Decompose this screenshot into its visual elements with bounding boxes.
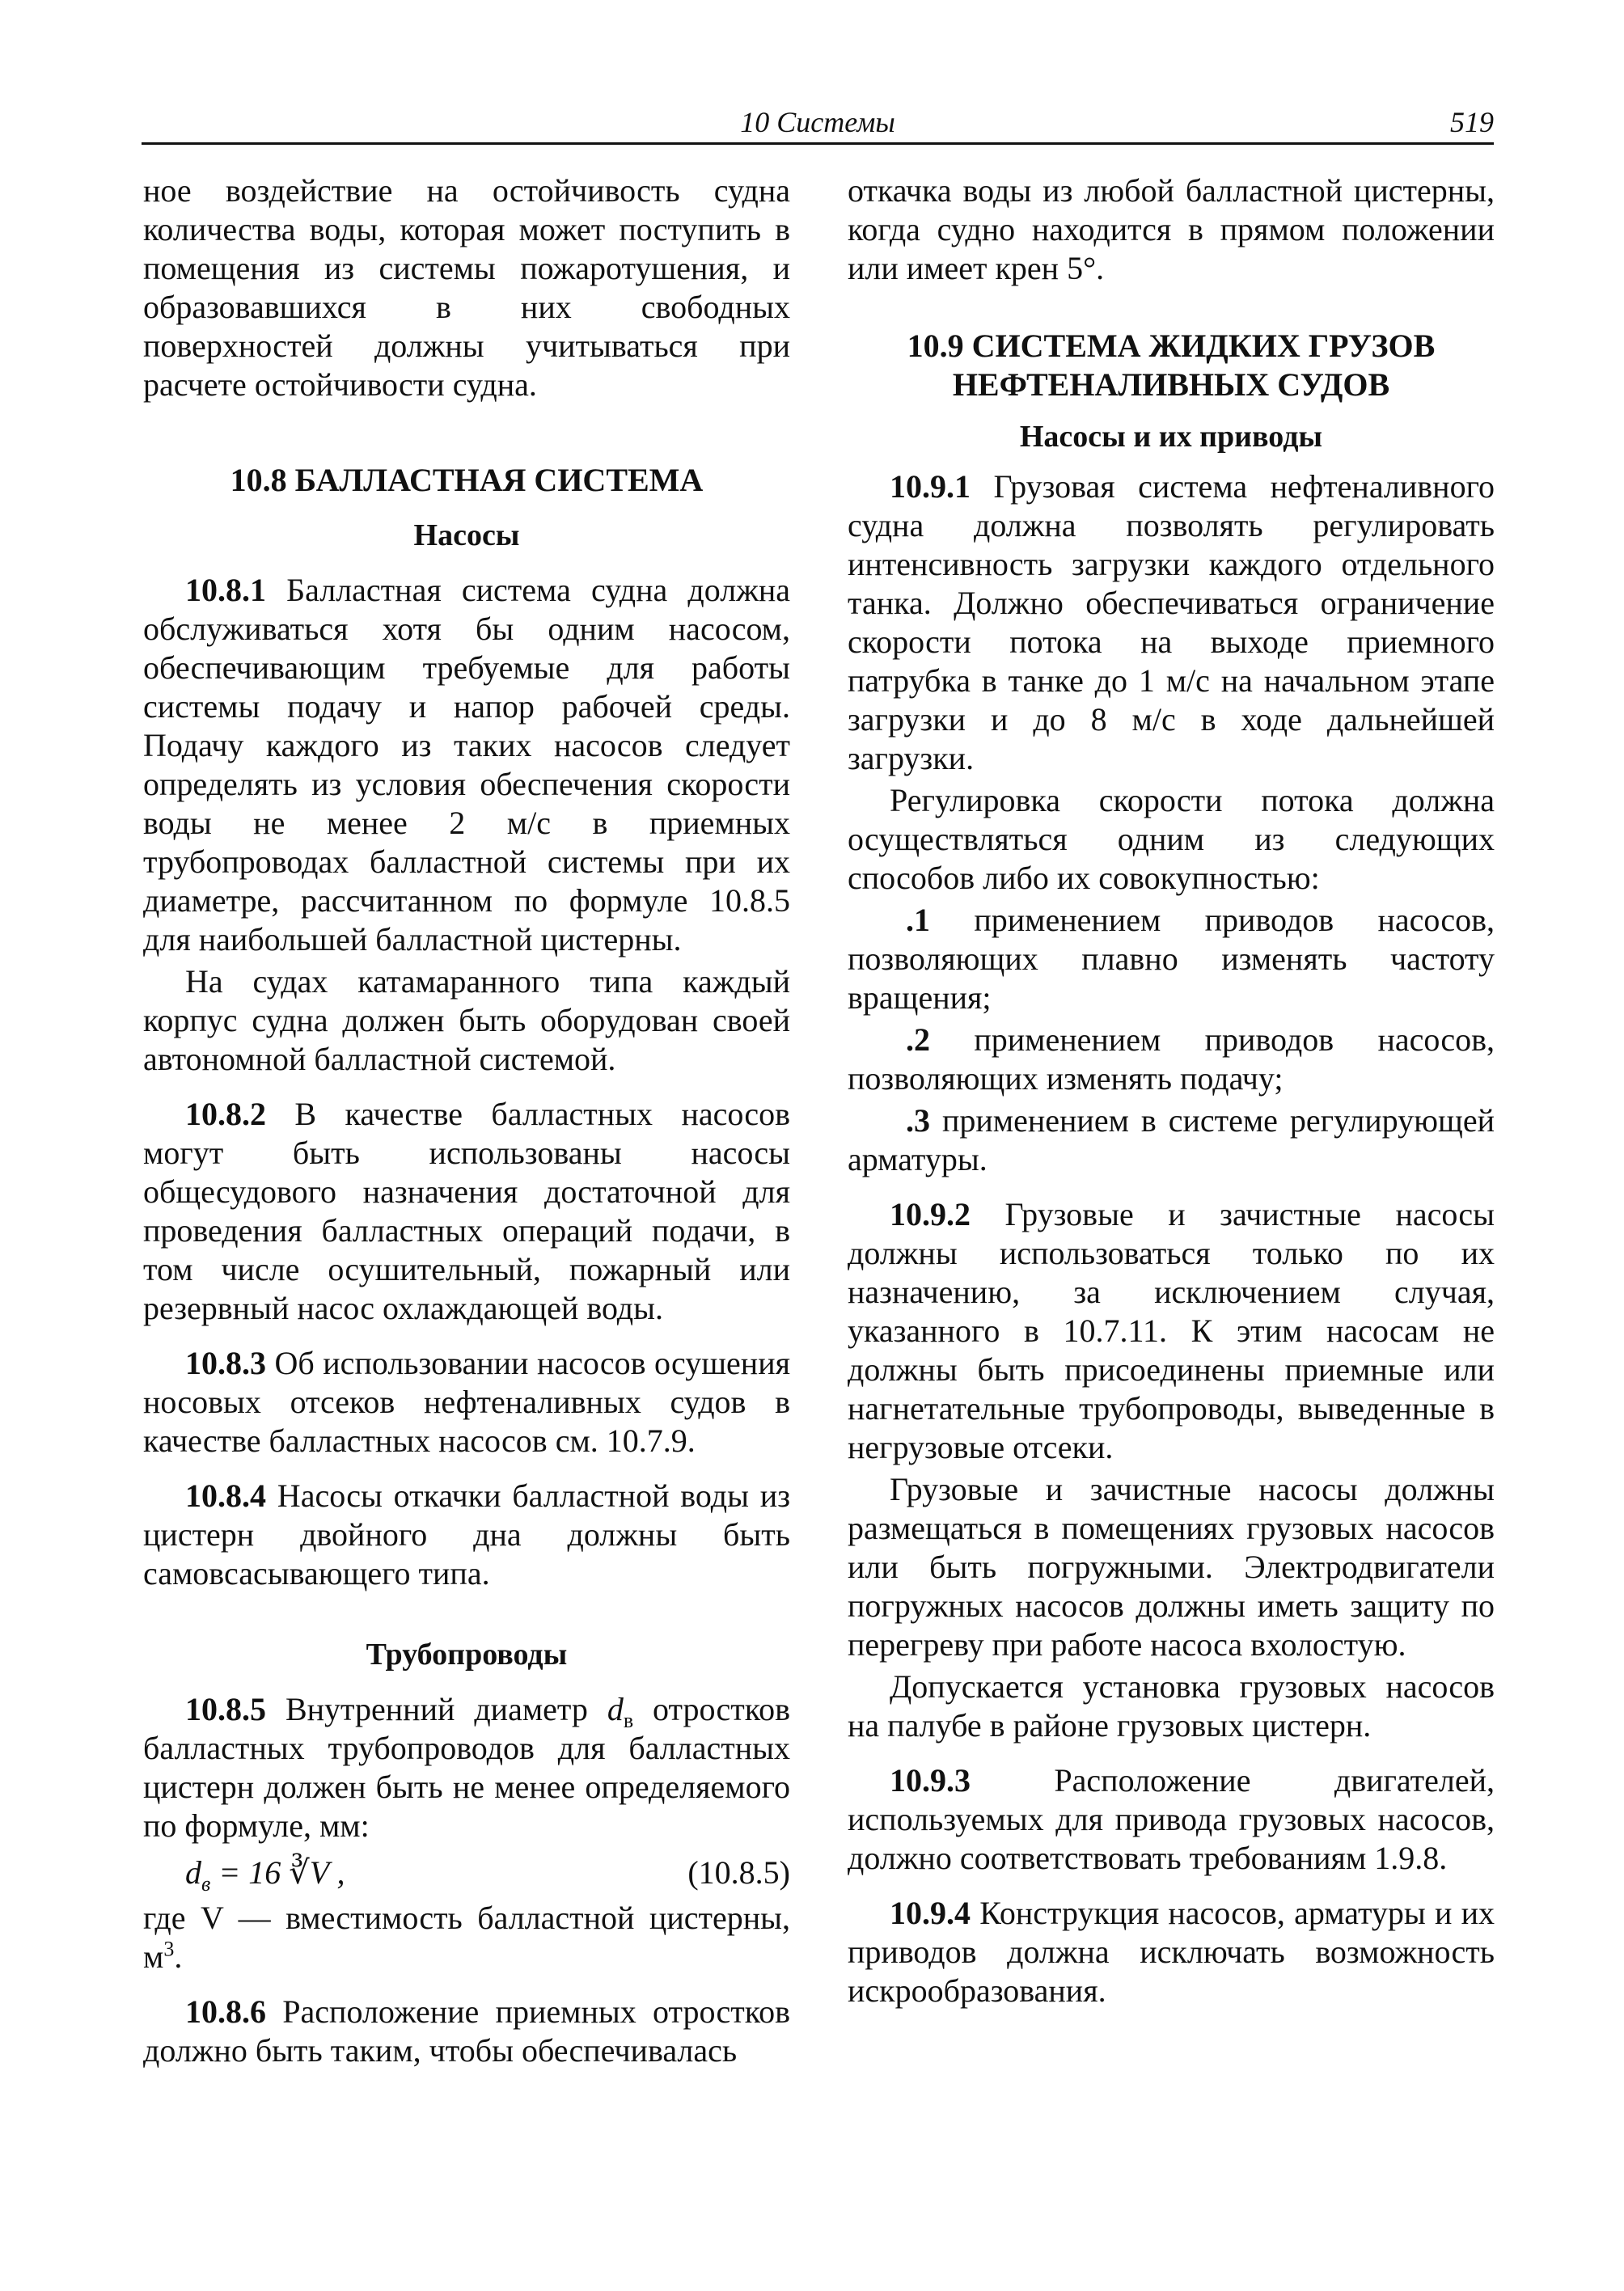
clause-10-9-2 [848, 1195, 1495, 1467]
running-header [142, 104, 1494, 145]
clause-text: отростков балластных трубопроводов для балластных цистерн должен быть не менее определяемого по формуле, мм: [143, 1691, 790, 1844]
clause-number: 10.8.3 [185, 1345, 266, 1381]
where-superscript: 3 [163, 1937, 175, 1961]
clause-number: 10.8.4 [185, 1477, 266, 1514]
section-heading-10-8: 10.8 БАЛЛАСТНАЯ СИСТЕМА [230, 462, 704, 498]
clause-number: 10.8.5 [185, 1691, 266, 1727]
method-list [848, 901, 1495, 1179]
clause-10-9-3 [848, 1761, 1495, 1878]
clause-text: Конструкция насосов, арматуры и их приводов должна исключать возможность искрообразования. [848, 1895, 1495, 2009]
clause-number: 10.9.3 [890, 1762, 971, 1799]
formula-subscript: в [201, 1872, 211, 1896]
formula-symbol-d: d [185, 1854, 201, 1891]
section-heading-10-9-line2: НЕФТЕНАЛИВНЫХ СУДОВ [952, 366, 1390, 403]
list-number: .3 [906, 1102, 930, 1139]
clause-10-9-1 [848, 467, 1495, 778]
symbol-d: d [607, 1691, 624, 1727]
where-end: . [174, 1938, 183, 1975]
header-page-number: 519 [1450, 106, 1494, 138]
subheading-pipes: Трубопроводы [366, 1638, 568, 1672]
clause-10-8-5 [143, 1690, 790, 1845]
clause-number: 10.8.2 [185, 1096, 266, 1132]
subheading-pumps: Насосы [413, 518, 520, 552]
clause-number: 10.9.1 [890, 468, 971, 505]
formula-number: (10.8.5) [687, 1854, 790, 1891]
formula-10-8-5 [143, 1850, 790, 1896]
clause-10-8-1 [143, 571, 790, 959]
clause-number: 10.9.4 [890, 1895, 971, 1931]
clause-text: Грузовая система нефтеналивного судна должна позволять регулировать интенсивность загрузки каждого отдельного танка. Должно обеспечиваться ограничение скорости потока на выходе приемного патрубка в танке до 1 м/с на начальном этапе загрузки и до 8 м/с в ходе дальнейшей загрузки. [848, 468, 1495, 776]
clause-number: 10.8.6 [185, 1993, 266, 2030]
formula-where [143, 1899, 790, 1976]
clause-10-9-4 [848, 1894, 1495, 2010]
symbol-subscript: в [623, 1709, 634, 1732]
clause-text: Балластная система судна должна обслуживаться хотя бы одним насосом, обеспечивающим требуемые для работы системы подачу и напор рабочей среды. Подачу каждого из таких насосов следует определять из условия обеспечения скорости воды не менее 2 м/с в приемных трубопроводах балластной системы при их диаметре, рассчитанном по формуле 10.8.5 для наибольшей балластной цистерны. [143, 572, 790, 957]
section-heading-10-9-line1: 10.9 СИСТЕМА ЖИДКИХ ГРУЗОВ [907, 328, 1436, 364]
paragraph-regulation: Регулировка скорости потока должна осуществляться одним из следующих способов либо их совокупностью: [848, 782, 1495, 896]
list-number: .1 [906, 902, 930, 938]
formula-expression [185, 1854, 345, 1896]
clause-10-8-2 [143, 1095, 790, 1328]
clause-text: В качестве балластных насосов могут быть использованы насосы общесудового назначения достаточной для проведения балластных операций подачи, в том числе осушительный, пожарный или резервный насос охлаждающей воды. [143, 1096, 790, 1326]
list-text: применением приводов насосов, позволяющих плавно изменять частоту вращения; [848, 902, 1495, 1016]
list-item [848, 1021, 1495, 1098]
clause-number: 10.8.1 [185, 572, 266, 608]
paragraph-continuation: откачка воды из любой балластной цистерны, когда судно находится в прямом положении или имеет крен 5°. [848, 172, 1495, 286]
paragraph-catamaran: На судах катамаранного типа каждый корпус судна должен быть оборудован своей автономной балластной системой. [143, 963, 790, 1077]
left-column [143, 171, 790, 2070]
paragraph-placement: Грузовые и зачистные насосы должны размещаться в помещениях грузовых насосов или быть погружными. Электродвигатели погружных насосов должны иметь защиту по перегреву при работе насоса вхолостую. [848, 1471, 1495, 1663]
clause-text: Расположение двигателей, используемых для привода грузовых насосов, должно соответствовать требованиям 1.9.8. [848, 1762, 1495, 1876]
clause-text: Об использовании насосов осушения носовых отсеков нефтеналивных судов в качестве балластных насосов см. 10.7.9. [143, 1345, 790, 1459]
paragraph-deck: Допускается установка грузовых насосов на палубе в районе грузовых цистерн. [848, 1668, 1495, 1744]
clause-10-8-3 [143, 1344, 790, 1460]
clause-number: 10.9.2 [890, 1196, 971, 1232]
list-text: применением приводов насосов, позволяющих изменять подачу; [848, 1021, 1495, 1097]
clause-10-8-4 [143, 1477, 790, 1593]
list-text: применением в системе регулирующей арматуры. [848, 1102, 1495, 1177]
list-item [848, 1101, 1495, 1179]
list-item [848, 901, 1495, 1017]
where-text: где V — вместимость балластной цистерны, м [143, 1900, 790, 1975]
list-number: .2 [906, 1021, 930, 1058]
clause-text: Внутренний диаметр [266, 1691, 607, 1727]
header-section-title: 10 Системы [740, 106, 895, 138]
clause-text: Расположение приемных отростков должно быть таким, чтобы обеспечивалась [143, 1993, 790, 2069]
clause-text: Грузовые и зачистные насосы должны использоваться только по их назначению, за исключением случая, указанного в 10.7.11. К этим насосам не должны быть присоединены приемные или нагнетательные трубопроводы, выведенные в негрузовые отсеки. [848, 1196, 1495, 1465]
paragraph-continuation: ное воздействие на остойчивость судна количества воды, которая может поступить в помещения из системы пожаротушения, и образовавшихся в них свободных поверхностей должны учитываться при расчете остойчивости судна. [143, 172, 790, 403]
clause-text: Насосы откачки балластной воды из цистерн двойного дна должны быть самовсасывающего типа. [143, 1477, 790, 1591]
clause-10-8-6 [143, 1993, 790, 2070]
right-column [848, 171, 1495, 2010]
formula-rhs: = 16 ∛V , [218, 1854, 345, 1891]
subheading-pumps-drives: Насосы и их приводы [1019, 420, 1323, 454]
